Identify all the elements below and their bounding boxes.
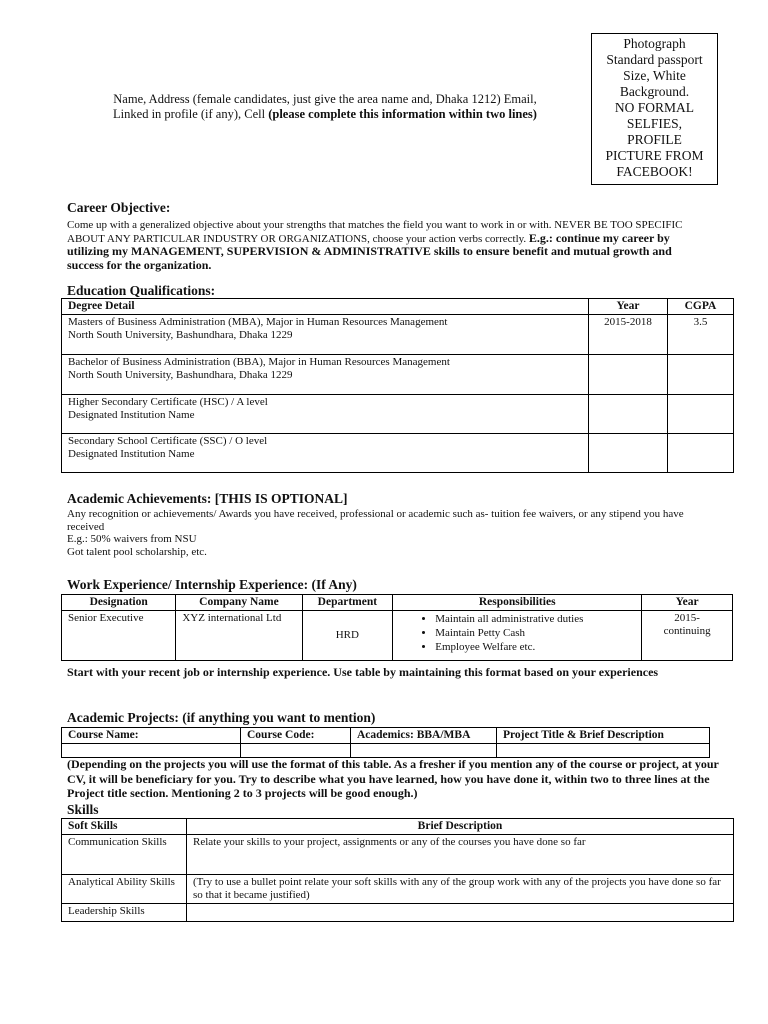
education-title: Education Qualifications: <box>67 283 216 298</box>
photograph-box: Photograph Standard passport Size, White Background. NO FORMAL SELFIES, PROFILE PICTURE FROM FACEBOOK! <box>591 33 718 185</box>
candidate-info-header <box>60 92 590 122</box>
skills-table: Soft Skills Brief Description Communication Skills Relate your skills to your project, assignments or any of the courses you have done so far Analytical Ability Skills (Try to use a bullet point relate your soft skills with any of the group work with any of the projects you have done so far so that it became justified) Leadership Skills <box>61 818 734 922</box>
header-line-2: Linked in profile (if any), Cell (please complete this information within two lines) <box>113 107 537 121</box>
table-row: Higher Secondary Certificate (HSC) / A level Designated Institution Name <box>62 395 734 434</box>
list-item: • Employee Welfare etc. <box>435 640 635 654</box>
table-row: Bachelor of Business Administration (BBA), Major in Human Resources Management North South University, Bashundhara, Dhaka 1229 <box>62 355 734 395</box>
table-row: Leadership Skills <box>62 904 734 922</box>
table-row: Masters of Business Administration (MBA), Major in Human Resources Management North South University, Bashundhara, Dhaka 1229 2015-2018 3.5 <box>62 315 734 355</box>
table-row <box>62 744 710 758</box>
table-row: Senior Executive XYZ international Ltd HRD • Maintain all administrative duties • Maintain Petty Cash • Employee Welfare etc. 2015-continuing <box>62 611 733 661</box>
education-header-degree: Degree Detail <box>62 299 589 315</box>
achievements-text: Any recognition or achievements/ Awards you have received, professional or academic such as- tuition fee waivers, or any stipend you have received E.g.: 50% waivers from NSU Got talent pool scholarship, etc. <box>67 508 684 558</box>
work-experience-note: Start with your recent job or internship experience. Use table by maintaining this format based on your experiences <box>67 665 659 679</box>
header-line-2-bold: (please complete this information within two lines) <box>268 107 537 121</box>
table-row: Secondary School Certificate (SSC) / O level Designated Institution Name <box>62 434 734 473</box>
career-objective-title: Career Objective: <box>67 200 171 215</box>
education-table <box>61 298 734 473</box>
education-header-year: Year <box>589 299 668 315</box>
achievements-title: Academic Achievements: [THIS IS OPTIONAL] <box>67 491 348 506</box>
table-row: Analytical Ability Skills (Try to use a bullet point relate your soft skills with any of the group work with any of the projects you have done so far so that it became justified) <box>62 875 734 904</box>
work-experience-title: Work Experience/ Internship Experience: (If Any) <box>67 577 357 592</box>
list-item: • Maintain all administrative duties <box>435 612 635 626</box>
education-header-cgpa: CGPA <box>668 299 734 315</box>
work-experience-table: Designation Company Name Department Responsibilities Year Senior Executive XYZ international Ltd HRD • Maintain all administrative duties • Maintain Petty Cash • Employee Welfare etc. 2015-continuing <box>61 594 733 661</box>
career-objective-text: Come up with a generalized objective about your strengths that matches the field you want to work in or with. NEVER BE TOO SPECIFIC ABOUT ANY PARTICULAR INDUSTRY OR ORGANIZATIONS, choose your action verbs correctly. E.g.: continue my career by utilizing my MANAGEMENT, SUPERVISION & ADMINISTRATIVE skills to ensure benefit and mutual growth and success for the organization. <box>67 219 683 272</box>
projects-table: Course Name: Course Code: Academics: BBA/MBA Project Title & Brief Description <box>61 727 710 758</box>
list-item: • Maintain Petty Cash <box>435 626 635 640</box>
header-line-1: Name, Address (female candidates, just give the area name and, Dhaka 1212) Email, <box>113 92 537 106</box>
skills-title: Skills <box>67 802 99 817</box>
projects-title: Academic Projects: (if anything you want to mention) <box>67 710 376 725</box>
projects-note: (Depending on the projects you will use the format of this table. As a fresher if you mention any of the course or project, at your CV, it will be beneficiary for you. Try to describe what you have learned, how you have done it, within two to three lines at the Project title section. Mentioning 2 to 3 projects will be good enough.) <box>67 757 719 800</box>
responsibilities-list <box>399 612 635 654</box>
table-row: Communication Skills Relate your skills to your project, assignments or any of the courses you have done so far <box>62 835 734 875</box>
